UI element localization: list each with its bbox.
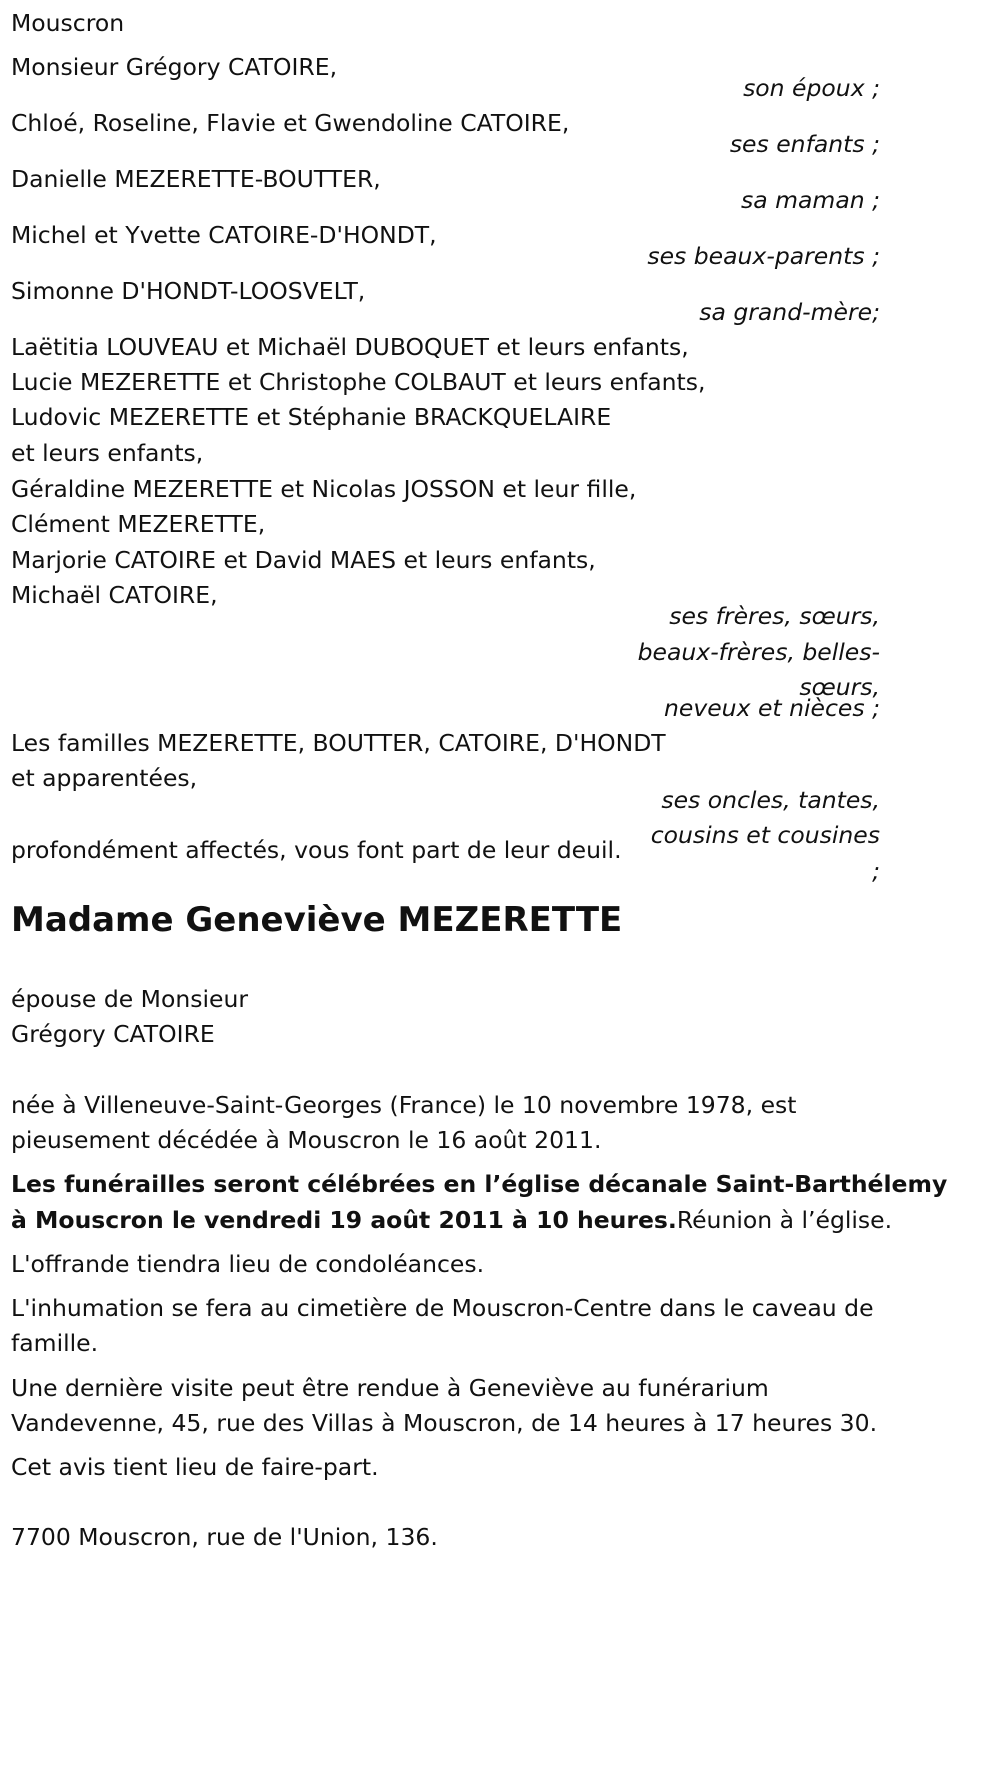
visit-line: Vandevenne, 45, rue des Villas à Mouscron, de 14 heures à 17 heures 30. [11,1409,878,1437]
birth-death-line: pieusement décédée à Mouscron le 16 août 2011. [11,1126,602,1154]
notice-line: Cet avis tient lieu de faire-part. [11,1453,379,1481]
birth-death-line: née à Villeneuve-Saint-Georges (France) le 10 novembre 1978, est [11,1091,797,1119]
sibling-line: Géraldine MEZERETTE et Nicolas JOSSON et leur fille, [11,475,637,503]
visit-line: Une dernière visite peut être rendue à Geneviève au funérarium [11,1374,769,1402]
grief-line: profondément affectés, vous font part de leur deuil. [11,836,622,864]
spouse-line: épouse de Monsieur [11,985,248,1013]
funeral-meeting: Réunion à l’église. [676,1206,893,1234]
siblings-relation: neveux et nièces ; [663,694,880,722]
mourner-relation: ses enfants ; [729,130,880,158]
sibling-line: Marjorie CATOIRE et David MAES et leurs enfants, [11,546,596,574]
deceased-name: Madame Geneviève MEZERETTE [11,900,623,940]
funeral-line: Les funérailles seront célébrées en l’église décanale Saint-Barthélemy [11,1170,948,1198]
offering-line: L'offrande tiendra lieu de condoléances. [11,1250,485,1278]
funeral-line [11,1200,892,1240]
mourner-relation: ses beaux-parents ; [647,242,880,270]
families-relation: ses oncles, tantes, [661,786,880,814]
mourner-name: Danielle MEZERETTE-BOUTTER, [11,165,381,193]
sibling-line: Lucie MEZERETTE et Christophe COLBAUT et leurs enfants, [11,368,706,396]
families-line: Les familles MEZERETTE, BOUTTER, CATOIRE, D'HONDT [11,729,666,757]
siblings-relation: beaux-frères, belles- [637,638,880,666]
mourner-name: Simonne D'HONDT-LOOSVELT, [11,277,366,305]
mourner-name: Monsieur Grégory CATOIRE, [11,53,338,81]
mourner-name: Chloé, Roseline, Flavie et Gwendoline CATOIRE, [11,109,570,137]
sibling-line: Ludovic MEZERETTE et Stéphanie BRACKQUELAIRE [11,403,612,431]
burial-line: famille. [11,1329,99,1357]
sibling-line: Clément MEZERETTE, [11,510,266,538]
sibling-line: Laëtitia LOUVEAU et Michaël DUBOQUET et leurs enfants, [11,333,689,361]
mourner-relation: sa grand-mère; [699,298,880,326]
families-relation: ; [872,857,880,885]
spouse-line: Grégory CATOIRE [11,1020,215,1048]
funeral-datetime: à Mouscron le vendredi 19 août 2011 à 10 heures. [11,1206,677,1234]
address-line: 7700 Mouscron, rue de l'Union, 136. [11,1523,438,1551]
families-line: et apparentées, [11,764,198,792]
burial-line: L'inhumation se fera au cimetière de Mouscron-Centre dans le caveau de [11,1294,874,1322]
siblings-relation: sœurs, [799,673,880,701]
mourner-name: Michel et Yvette CATOIRE-D'HONDT, [11,221,437,249]
sibling-line: Michaël CATOIRE, [11,581,218,609]
mourner-relation: sa maman ; [741,186,880,214]
sibling-line: et leurs enfants, [11,439,204,467]
city-heading: Mouscron [11,9,125,37]
families-relation: cousins et cousines [650,821,880,849]
mourner-relation: son époux ; [743,74,880,102]
siblings-relation: ses frères, sœurs, [669,602,880,630]
